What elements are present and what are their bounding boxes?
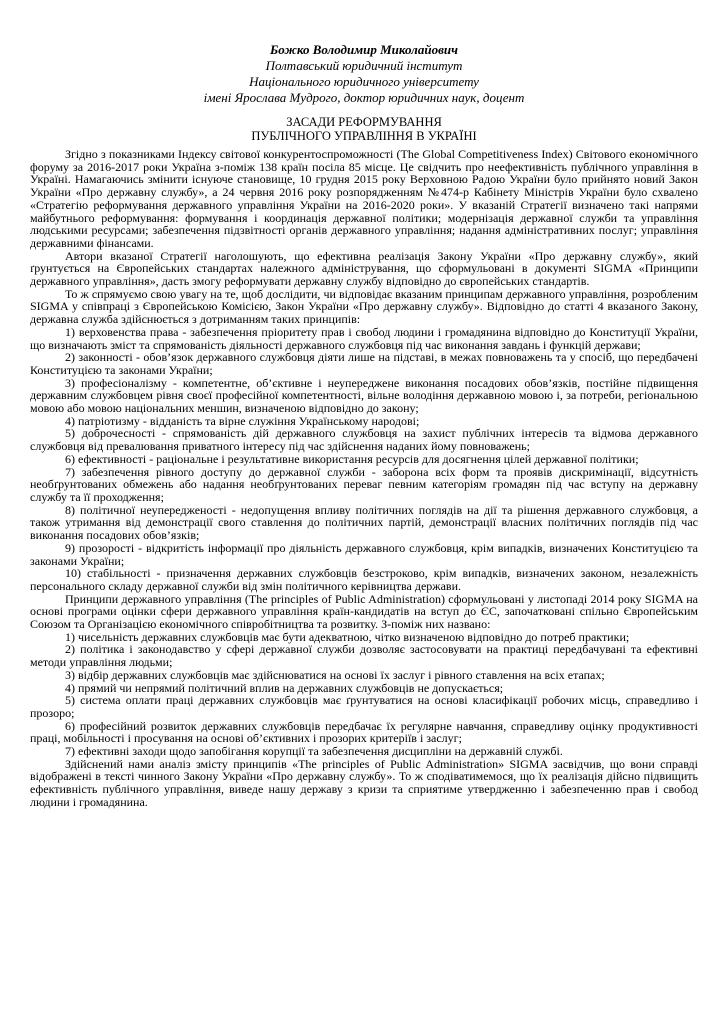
list-item-sigma-principle: 6) професійний розвиток державних службовців передбачає їх регулярне навчання, справедливу оцінку продуктивності праці, мобільності і просування на основі об’єктивних і прозорих критеріїв і заслуг; <box>30 718 698 746</box>
list-item-law-principle: 8) політичної неупередженості - недопущення впливу політичних поглядів на дії та рішення державного службовця, а також утримання від демонстрації свого ставлення до політичних партій, демонстрації власних політичних поглядів під час виконання посадових обов’язків; <box>30 502 698 543</box>
paragraph: Автори вказаної Стратегії наголошують, що ефективна реалізація Закону України «Про державну службу», який ґрунтується на Європейських стандартах належного адміністрування, що сформульовані в документі SIGMA «Принципи державного управління», дасть змогу реформувати державну службу відповідно до європейських стандартів. <box>30 248 698 289</box>
list-item-sigma-principle: 4) прямий чи непрямий політичний вплив на державних службовців не допускається; <box>65 680 504 695</box>
author-block <box>30 42 698 106</box>
list-item-sigma-principle: 7) ефективні заходи щодо запобігання корупції та забезпечення дисципліни на державній службі. <box>65 744 563 759</box>
author-name: Божко Володимир Миколайович <box>270 42 458 57</box>
list-item-law-principle: 6) ефективності - раціональне і результативне використання ресурсів для досягнення цілей державної політики; <box>65 451 639 466</box>
list-item-law-principle: 1) верховенства права - забезпечення пріоритету прав і свобод людини і громадянина відповідно до Конституції України, що визначають зміст та спрямованість діяльності державного службовця під час виконання завдань і функцій держави; <box>30 324 698 352</box>
document-title <box>30 115 698 143</box>
paragraph-intro: Згідно з показниками Індексу світової конкурентоспроможності (The Global Competitiveness Index) Світового економічного форуму за 2016-2017 роки Україна з-поміж 138 країн посіла 85 місце. Це свідчить про неефективність публічного управління в Україні. Намагаючись змінити існуюче становище, 10 грудня 2015 року Верховною Радою України було прийнято новий Закон України «Про державну службу», а 24 червня 2016 року розпорядженням №474-р Кабінету Міністрів України було схвалено «Стратегію реформування державного управління України на 2016-2020 роки». У вказаній Стратегії визначено такі напрями майбутнього реформування: формування і координація державної політики; модернізація державної служби та управління людськими ресурсами; забезпечення підзвітності органів державного управління; надання адміністративних послуг; управління державними фінансами. <box>30 147 698 250</box>
list-item-sigma-principle: 5) система оплати праці державних службовців має ґрунтуватися на основі класифікації робочих місць, справедливо і прозоро; <box>30 693 698 720</box>
list-item-sigma-principle: 2) політика і законодавство у сфері державної служби дозволяє застосовувати на практиці передбачувані та ефективні методи управління людьми; <box>30 642 698 670</box>
title-line: ПУБЛІЧНОГО УПРАВЛІННЯ В УКРАЇНІ <box>251 129 477 143</box>
list-item-law-principle: 5) доброчесності - спрямованість дій державного службовця на захист публічних інтересів та відмова державного службовця від превалювання приватного інтересу під час здійснення наданих йому повноважень; <box>30 426 698 454</box>
author-affiliation-line: імені Ярослава Мудрого, доктор юридичних наук, доцент <box>203 90 525 105</box>
list-item-law-principle: 10) стабільності - призначення державних службовців безстроково, крім випадків, визначених законом, незалежність персонального складу державної служби від змін політичного керівництва держави. <box>30 566 698 593</box>
list-item-law-principle: 2) законності - обов’язок державного службовця діяти лише на підставі, в межах повноважень та у спосіб, що передбачені Конституцією та законами України; <box>30 350 698 377</box>
paragraph: То ж спрямуємо свою увагу на те, щоб дослідити, чи відповідає вказаним принципам державного управління, розробленим SIGMA у співпраці з Європейською Комісією, Закон України «Про державну службу». Відповідно до статті 4 вказаного Закону, державна служба здійснюється з дотриманням таких принципів: <box>30 286 698 327</box>
list-item-sigma-principle: 1) чисельність державних службовців має бути адекватною, чітко визначеною відповідно до потреб практики; <box>65 629 630 644</box>
list-item-sigma-principle: 3) відбір державних службовців має здійснюватися на основі їх заслуг і рівного ставлення на всіх етапах; <box>65 667 605 682</box>
document-body <box>30 148 698 809</box>
title-line: ЗАСАДИ РЕФОРМУВАННЯ <box>286 115 442 129</box>
paragraph-conclusion: Здійснений нами аналіз змісту принципів «The principles of Public Administration» SIGMA засвідчив, що вони справді відображені в тексті чинного Закону України «Про державну службу». То ж сподіватимемося, що їх реалізація дійсно підвищить ефективність публічного управління, виведе нашу державу з кризи та сприятиме утвердженню і забезпеченню прав і свобод людини і громадянина. <box>30 756 698 809</box>
paragraph: Принципи державного управління (The principles of Public Administration) сформульовані у листопаді 2014 року SIGMA на основі програми оцінки сфери державного управління країн-кандидатів на вступ до ЄС, започатковані спільно Європейським Союзом та Організацією економічного співробітництва та розвитку. З-поміж них названо: <box>30 591 698 632</box>
author-affiliation-line: Полтавський юридичний інститут <box>265 58 463 73</box>
list-item-law-principle: 9) прозорості - відкритість інформації про діяльність державного службовця, крім випадків, визначених Конституцією та законами України; <box>30 540 698 568</box>
author-affiliation-line: Національного юридичного університету <box>249 74 479 89</box>
list-item-law-principle: 3) професіоналізму - компетентне, об’єктивне і неупереджене виконання посадових обов’язків, постійне підвищення державним службовцем рівня своєї професійної компетентності, вільне володіння державною мовою і, за потреби, регіональною мовою або мовою національних меншин, визначеною відповідно до закону; <box>30 375 698 416</box>
list-item-law-principle: 4) патріотизму - відданість та вірне служіння Українському народові; <box>65 413 420 428</box>
list-item-law-principle: 7) забезпечення рівного доступу до державної служби - заборона всіх форм та проявів дискримінації, відсутність необґрунтованих обмежень або надання необґрунтованих переваг певним категоріям громадян під час вступу на державну службу та її проходження; <box>30 464 698 504</box>
